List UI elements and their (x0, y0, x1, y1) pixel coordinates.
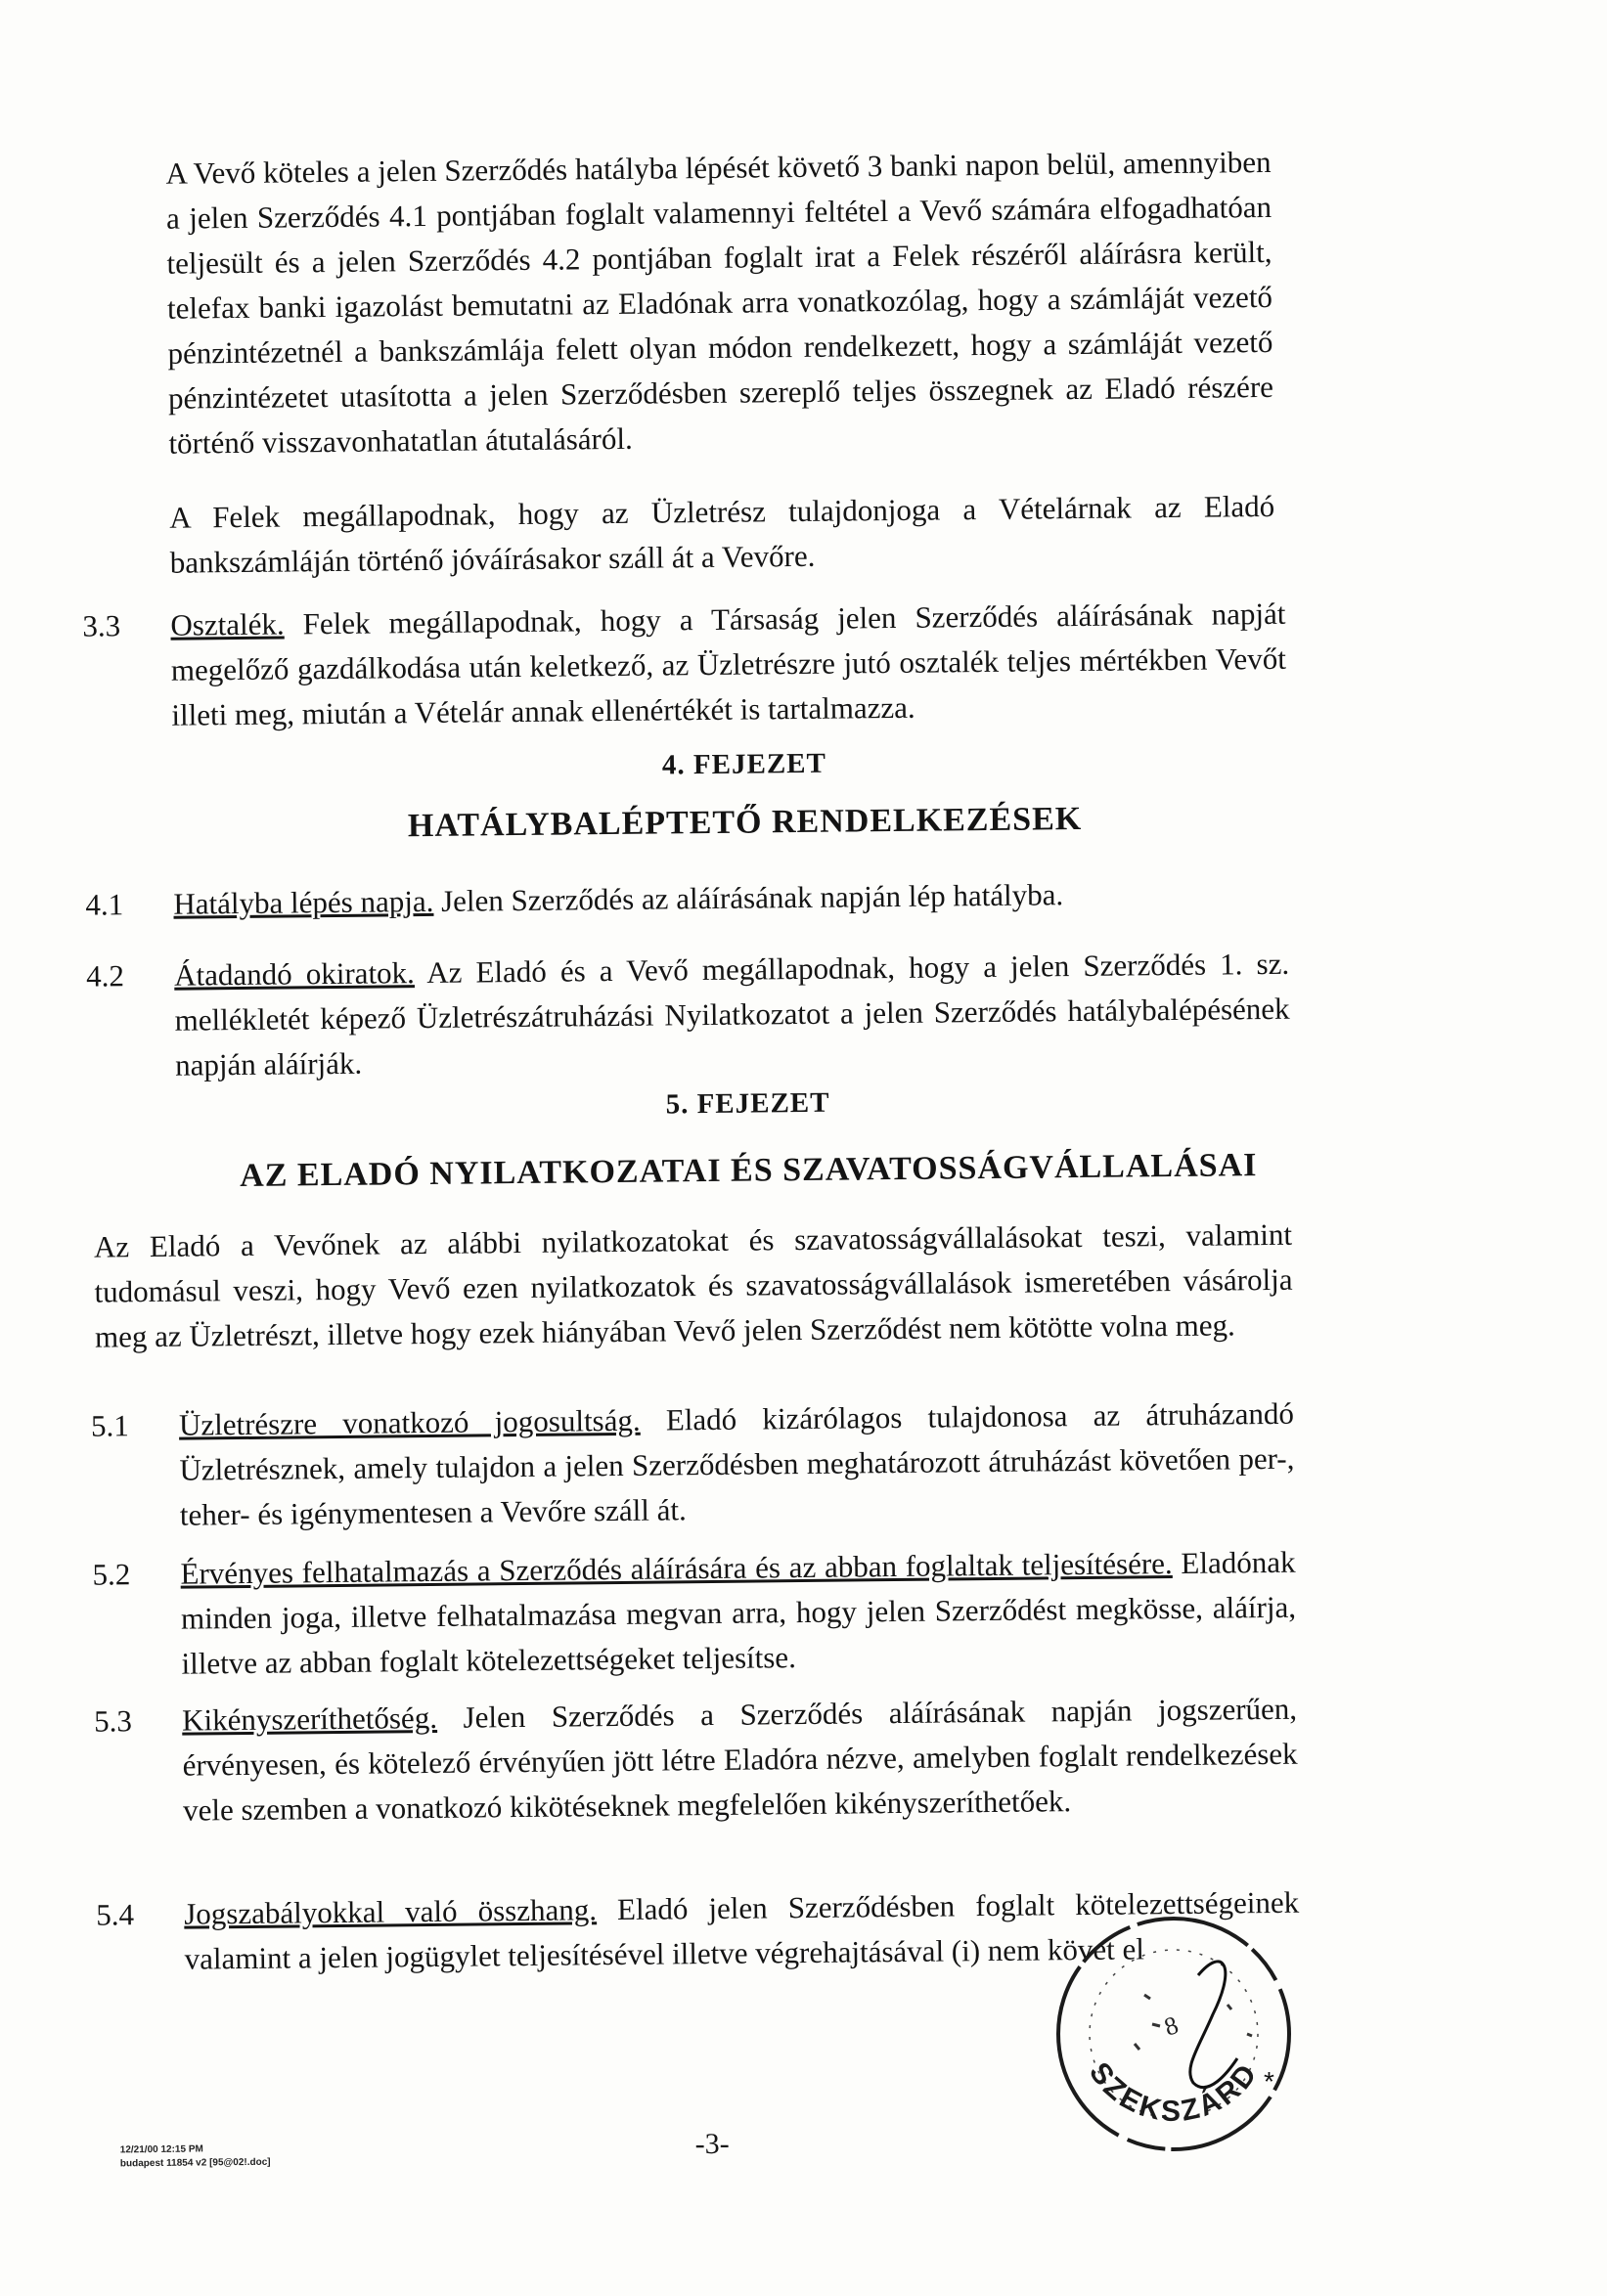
section-heading: Osztalék. (170, 606, 285, 642)
seal-text: SZEKSZÁRD (1082, 2056, 1266, 2128)
section-heading: Hatályba lépés napja. (173, 883, 434, 921)
section-5-1 (91, 1391, 1295, 1539)
section-number: 3.3 (82, 608, 121, 643)
section-5-3 (94, 1687, 1298, 1834)
section-text: Jelen Szerződés a Szerződés aláírásának napján jogszerűen, érvényesen, és kötelező érvényűen jött létre Eladóra nézve, amelyben foglalt rendelkezések vele szemben a vonatkozó kikötéseknek megfelelően kikényszeríthetőek. (182, 1691, 1298, 1828)
chapter-4-label: 4. FEJEZET (661, 747, 827, 781)
section-3-3 (82, 592, 1286, 739)
section-text: Eladó jelen Szerződésben foglalt kötelezettségeinek valamint a jelen jogügylet teljesítésével illetve végrehajtásával (i) nem követ el (184, 1884, 1300, 1976)
section-number: 4.2 (85, 958, 125, 993)
section-number: 5.3 (93, 1703, 133, 1739)
section-number: 5.1 (90, 1408, 129, 1443)
section-heading: Érvényes felhatalmazás a Szerződés aláírására és az abban foglaltak teljesítésére. (180, 1546, 1173, 1591)
svg-text:*: * (1264, 2066, 1274, 2097)
section-heading: Kikényszeríthetőség. (181, 1700, 438, 1738)
section-heading: Jogszabályokkal való összhang. (184, 1892, 598, 1931)
seal-number: 8 (1160, 2010, 1183, 2042)
chapter-5-intro: Az Eladó a Vevőnek az alábbi nyilatkozatokat és szavatosságvállalásokat teszi, valamint tudomásul veszi, hogy Vevő ezen nyilatkozatok és szavatosságvállalások ismeretében vásárolja meg az Üzletrészt, illetve hogy ezek hiányában Vevő jelen Szerződést nem kötötte volna meg. (93, 1216, 1293, 1354)
paragraph-payment-proof: A Vevő köteles a jelen Szerződés hatályba lépését követő 3 banki napon belül, amennyiben a jelen Szerződés 4.1 pontjában foglalt valamennyi feltétel a Vevő számára elfogadhatóan teljesült és a jelen Szerződés 4.2 pontjában foglalt irat a Felek részéről aláírásra került, telefax banki igazolást bemutatni az Eladónak arra vonatkozólag, hogy a számláját vezető pénzintézetnél a bankszámlája felett olyan módon rendelkezett, hogy a számláját vezető pénzintézetet utasította a jelen Szerződésben szereplő teljes összegnek az Eladó részére történő visszavonhatatlan átutalásáról. (165, 144, 1274, 461)
section-text: Jelen Szerződés az aláírásának napján lép hatályba. (433, 877, 1064, 918)
section-number: 5.4 (96, 1897, 135, 1932)
section-text: Az Eladó és a Vevő megállapodnak, hogy a jelen Szerződés 1. sz. mellékletét képező Üzletrészátruházási Nyilatkozatot a jelen Szerződés hatálybalépésének napján aláírják. (174, 946, 1290, 1082)
section-5-2 (92, 1540, 1296, 1688)
section-number: 5.2 (92, 1557, 131, 1592)
page-number: -3- (694, 2127, 730, 2161)
footer-file-reference: budapest 11854 v2 [95@02!.doc] (119, 2156, 271, 2170)
section-text: Felek megállapodnak, hogy a Társaság jelen Szerződés aláírásának napját megelőző gazdálkodása után keletkező, az Üzletrészre jutó osztalék teljes mértékben Vevőt illeti meg, miután a Vételár annak ellenértékét is tartalmazza. (170, 596, 1287, 732)
section-4-1 (85, 870, 1288, 928)
footer-timestamp: 12/21/00 12:15 PM (119, 2143, 203, 2156)
chapter-5-label: 5. FEJEZET (665, 1086, 830, 1121)
section-heading: Üzletrészre vonatkozó jogosultság. (178, 1402, 641, 1442)
section-4-2 (86, 942, 1290, 1089)
chapter-4-title: HATÁLYBALÉPTETŐ RENDELKEZÉSEK (407, 800, 1083, 845)
chapter-5-title: AZ ELADÓ NYILATKOZATAI ÉS SZAVATOSSÁGVÁLLALÁSAI (239, 1147, 1258, 1195)
seal-stamp-icon (1027, 1887, 1320, 2181)
paragraph-ownership-transfer: A Felek megállapodnak, hogy az Üzletrész tulajdonjoga a Vételárnak az Eladó bankszámláján történő jóváírásakor száll át a Vevőre. (169, 488, 1275, 580)
section-text: Eladó kizárólagos tulajdonosa az átruházandó Üzletrésznek, amely tulajdon a jelen Szerződésben meghatározott átruházást követően per-, teher- és igénymentesen a Vevőre száll át. (179, 1395, 1295, 1532)
document-footer (120, 2142, 271, 2172)
section-text: Eladónak minden joga, illetve felhatalmazása megvan arra, hogy jelen Szerződést megkösse, aláírja, illetve az abban foglalt kötelezettségeket teljesítse. (180, 1544, 1297, 1681)
section-number: 4.1 (85, 887, 124, 922)
section-heading: Átadandó okiratok. (173, 955, 416, 993)
